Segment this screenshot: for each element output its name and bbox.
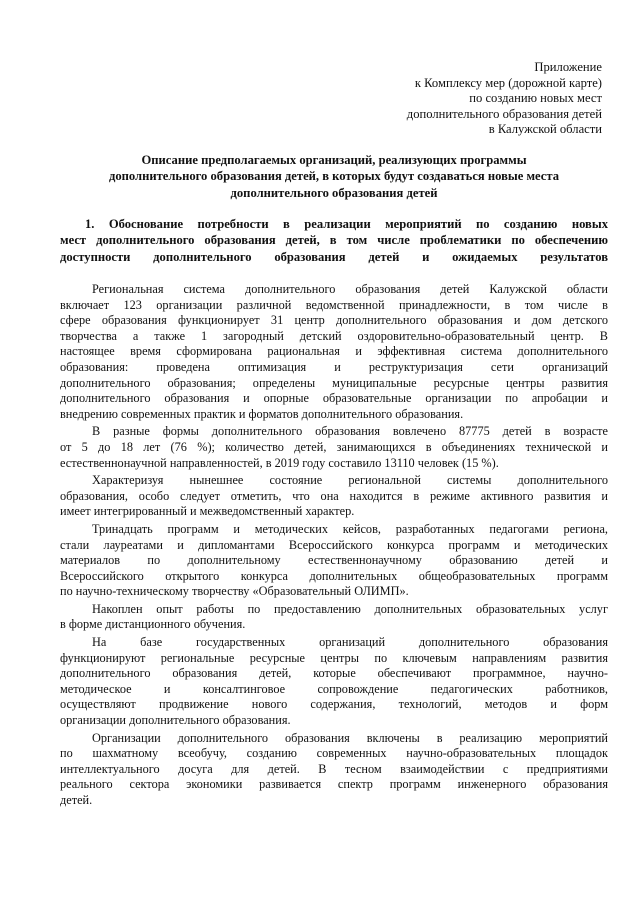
appendix-block bbox=[407, 60, 602, 138]
appendix-line: в Калужской области bbox=[488, 122, 602, 137]
text-line: дополнительного образования и опорные образовательные организации по апробации и bbox=[60, 391, 608, 406]
body-text bbox=[60, 282, 608, 811]
text-line: материалов по дополнительному естественнонаучному образованию детей и bbox=[60, 553, 608, 568]
appendix-line: к Комплексу мер (дорожной карте) bbox=[414, 75, 602, 90]
paragraph bbox=[60, 424, 608, 471]
text-line: дополнительного образования; определены муниципальные ресурсные центры развития bbox=[60, 375, 608, 390]
title-line: Описание предполагаемых организаций, реализующих программы bbox=[141, 153, 527, 167]
text-line: в форме дистанционного обучения. bbox=[60, 617, 246, 632]
paragraph bbox=[60, 635, 608, 729]
section-heading-line: мест дополнительного образования детей, в том числе проблематики по обеспечению bbox=[60, 233, 608, 248]
appendix-line: дополнительного образования детей bbox=[406, 106, 602, 121]
section-heading-line: доступности дополнительного образования детей и ожидаемых результатов bbox=[60, 249, 608, 264]
text-line: функционируют региональные ресурсные центры по ключевым направлениям развития bbox=[60, 650, 608, 665]
section-heading bbox=[60, 216, 608, 265]
text-line: творчества а также 1 загородный детский оздоровительно-образовательный центр. В bbox=[60, 328, 608, 343]
appendix-line: по созданию новых мест bbox=[469, 91, 602, 106]
text-line: образования: проведена оптимизация и реструктуризация сети организаций bbox=[60, 359, 608, 374]
text-line: по научно-техническому творчеству «Образовательный ОЛИМП». bbox=[60, 584, 409, 599]
paragraph bbox=[60, 522, 608, 600]
text-line: интеллектуального досуга для детей. В тесном взаимодействии с предприятиями bbox=[60, 761, 608, 776]
text-line: внедрению современных практик и форматов дополнительного образования. bbox=[60, 406, 464, 421]
text-line: сфере образования функционирует 31 центр дополнительного образования и дом детского bbox=[60, 313, 608, 328]
text-line: На базе государственных организаций дополнительного образования bbox=[92, 635, 608, 650]
text-line: осуществляют продвижение нового содержания, технологий, методов и форм bbox=[60, 697, 608, 712]
section-heading-line: 1. Обоснование потребности в реализации мероприятий по созданию новых bbox=[85, 217, 608, 231]
text-line: В разные формы дополнительного образования вовлечено 87775 детей в возрасте bbox=[92, 424, 608, 439]
text-line: Региональная система дополнительного образования детей Калужской области bbox=[92, 282, 608, 296]
text-line: включает 123 организации различной ведомственной принадлежности, в том числе в bbox=[60, 297, 608, 312]
text-line: настоящее время сформирована рациональная и эффективная система дополнительного bbox=[60, 344, 608, 359]
text-line: образования, особо следует отметить, что она находится в режиме активного развития и bbox=[60, 488, 608, 503]
text-line: от 5 до 18 лет (76 %); количество детей, занимающихся в объединениях технической и bbox=[60, 439, 608, 454]
appendix-line: Приложение bbox=[534, 60, 602, 74]
paragraph bbox=[60, 731, 608, 809]
title-line: дополнительного образования детей, в которых будут создаваться новые места bbox=[108, 169, 560, 184]
text-line: реального сектора экономики развивается спектр программ инженерного образования bbox=[60, 777, 608, 792]
text-line: Характеризуя нынешнее состояние региональной системы дополнительного bbox=[92, 473, 608, 488]
text-line: методическое и консалтинговое сопровождение педагогических работников, bbox=[60, 681, 608, 696]
text-line: Всероссийского открытого конкурса дополнительных общеобразовательных программ bbox=[60, 568, 608, 583]
paragraph bbox=[60, 473, 608, 520]
text-line: естественнонаучной направленностей, в 2019 году составило 13110 человек (15 %). bbox=[60, 455, 499, 470]
text-line: организации дополнительного образования. bbox=[60, 713, 291, 728]
title-line: дополнительного образования детей bbox=[230, 185, 438, 200]
text-line: имеет интегрированный и межведомственный характер. bbox=[60, 504, 355, 519]
text-line: детей. bbox=[60, 793, 93, 807]
paragraph bbox=[60, 282, 608, 422]
text-line: Накоплен опыт работы по предоставлению дополнительных образовательных услуг bbox=[92, 601, 608, 616]
text-line: Организации дополнительного образования включены в реализацию мероприятий bbox=[92, 730, 608, 745]
text-line: дополнительного образования детей, которые обеспечивают программное, научно- bbox=[60, 666, 608, 681]
paragraph bbox=[60, 602, 608, 633]
text-line: по шахматному всеобучу, созданию современных научно-образовательных площадок bbox=[60, 746, 608, 761]
text-line: стали лауреатами и дипломантами Всероссийского конкурса программ и методических bbox=[60, 537, 608, 552]
text-line: Тринадцать программ и методических кейсов, разработанных педагогами региона, bbox=[92, 521, 608, 536]
document-title bbox=[60, 152, 608, 201]
